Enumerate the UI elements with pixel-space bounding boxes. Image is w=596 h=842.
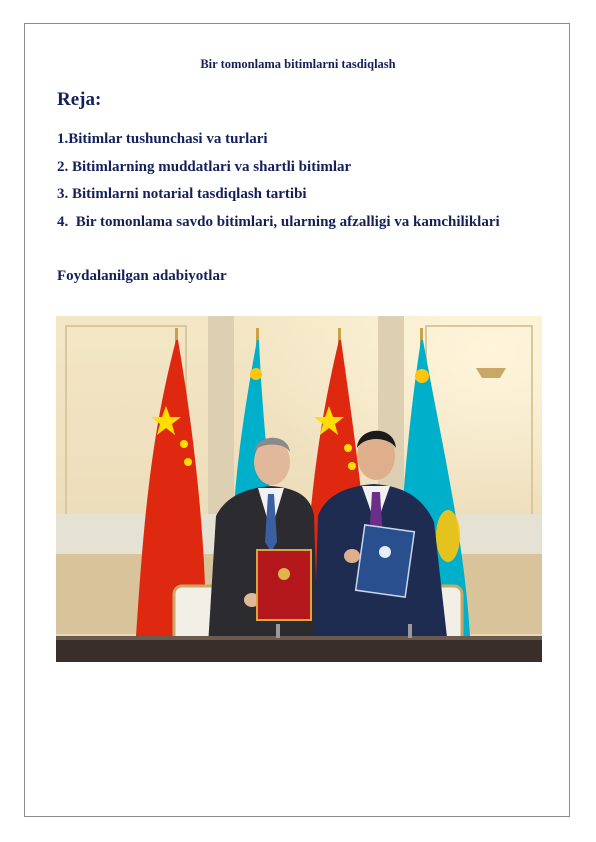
kazakhstan-flag-2-sun — [415, 369, 429, 383]
china-flag-2-small-star — [344, 444, 352, 452]
table-edge — [56, 636, 542, 640]
plan-item-2: 2. Bitimlarning muddatlari va shartli bitimlar — [57, 159, 352, 175]
references-heading: Foydalanilgan adabiyotlar — [57, 268, 227, 284]
plan-item-3: 3. Bitimlarni notarial tasdiqlash tartibi — [57, 186, 307, 202]
blue-folder-emblem — [379, 546, 391, 558]
china-flag-1-small-star — [184, 458, 192, 466]
kazakhstan-flag-2-emblem — [436, 510, 460, 562]
plan-item-4: 4. Bir tomonlama savdo bitimlari, ularning afzalligi va kamchiliklari — [57, 214, 500, 230]
china-flag-1-small-star — [180, 440, 188, 448]
right-man-hand — [344, 549, 360, 563]
plan-item-1: 1.Bitimlar tushunchasi va turlari — [57, 131, 268, 147]
table-flag-stand-left — [276, 624, 280, 638]
table — [56, 638, 542, 662]
table-flag-stand-right — [408, 624, 412, 638]
plan-heading: Reja: — [57, 89, 102, 110]
blue-folder — [356, 525, 415, 597]
kazakhstan-flag-1-sun — [250, 368, 262, 380]
red-folder-emblem — [278, 568, 290, 580]
signing-ceremony-photo — [56, 316, 542, 662]
signing-ceremony-illustration — [56, 316, 542, 662]
document-title: Bir tomonlama bitimlarni tasdiqlash — [200, 57, 396, 71]
red-folder — [257, 550, 311, 620]
china-flag-2-small-star — [348, 462, 356, 470]
